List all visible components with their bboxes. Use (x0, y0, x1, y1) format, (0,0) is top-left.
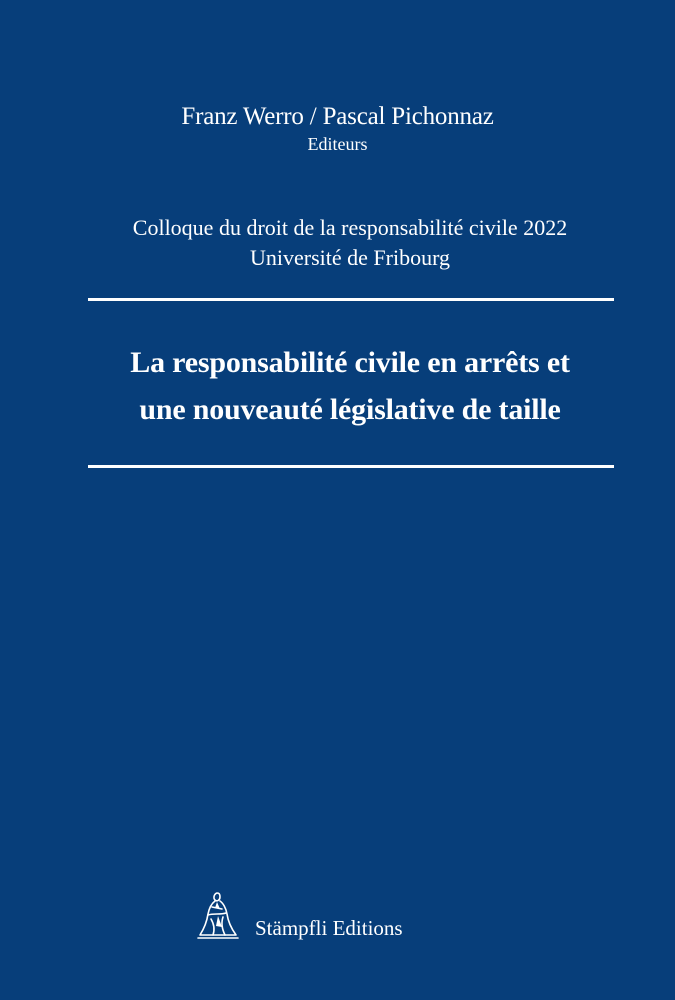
book-title-line-1: La responsabilité civile en arrêts et (130, 346, 570, 379)
editors-role: Editeurs (307, 134, 368, 154)
publisher-imprint (196, 891, 403, 941)
book-title (60, 339, 640, 433)
publisher-name: Stämpfli Editions (255, 916, 403, 940)
editors-names: Franz Werro / Pascal Pichonnaz (181, 103, 494, 130)
stampfli-figure-icon (196, 891, 240, 941)
colloquium-line: Colloque du droit de la responsabilité civile 2022 (132, 215, 568, 240)
book-title-line-2: une nouveauté législative de taille (139, 393, 561, 426)
top-divider (88, 298, 614, 301)
university-line: Université de Fribourg (249, 245, 450, 270)
bottom-divider (88, 465, 614, 468)
